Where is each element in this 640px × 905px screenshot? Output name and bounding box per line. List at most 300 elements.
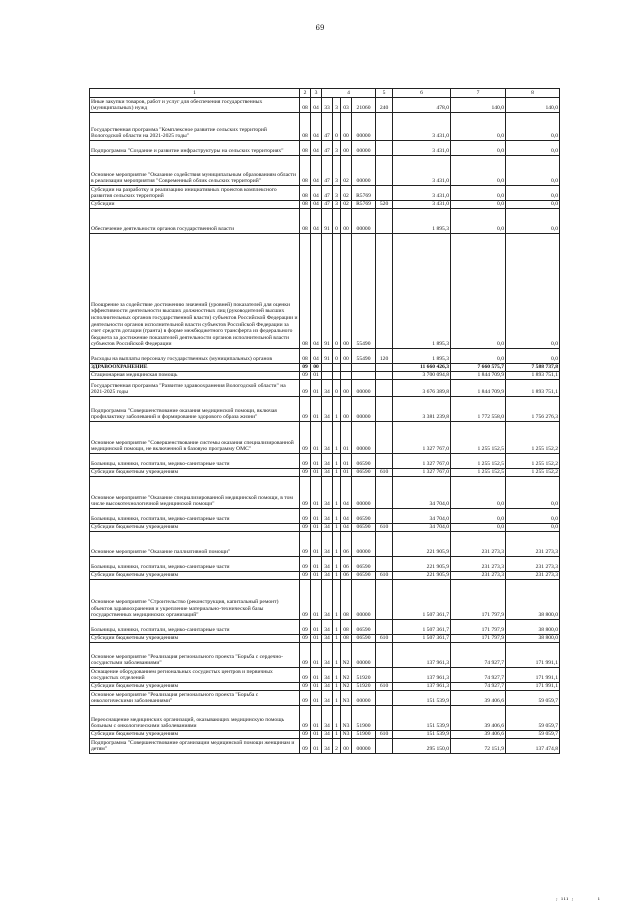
row-name: Основное мероприятие "Реализация регионального проекта "Борьба с онкологическими заболеваниями" (90, 691, 300, 706)
subsection-code: 01 (311, 557, 322, 572)
direction-code: 06590 (352, 635, 376, 643)
measure-code: 01 (341, 469, 352, 477)
program-code: 34 (322, 739, 333, 754)
section-code: 09 (300, 706, 311, 731)
expense-type-code (376, 380, 393, 397)
table-row (90, 349, 560, 364)
program-code: 33 (322, 98, 333, 113)
amount-year-2: 0,0 (451, 156, 506, 186)
subprogram-code: 1 (333, 691, 341, 706)
table-row (90, 141, 560, 156)
amount-year-1: 295 150,0 (393, 739, 451, 754)
subsection-code: 01 (311, 422, 322, 454)
section-code: 09 (300, 580, 311, 620)
amount-year-3: 0,0 (506, 186, 560, 201)
measure-code: 03 (341, 98, 352, 113)
amount-year-2: 171 797,9 (451, 580, 506, 620)
row-name: Субсидии (90, 201, 300, 209)
amount-year-3: 0,0 (506, 141, 560, 156)
row-name: Оснащение оборудованием региональных сосудистых центров и первичных сосудистых отделений (90, 668, 300, 683)
subprogram-code: 1 (333, 643, 341, 668)
direction-code: 51900 (352, 706, 376, 731)
expense-type-code (376, 141, 393, 156)
measure-code: N3 (341, 691, 352, 706)
amount-year-3: 59 059,7 (506, 691, 560, 706)
amount-year-3: 0,0 (506, 209, 560, 234)
subsection-code: 01 (311, 509, 322, 524)
amount-year-2: 39 406,6 (451, 731, 506, 739)
program-code (322, 372, 333, 380)
subprogram-code: 3 (333, 201, 341, 209)
direction-code: 51920 (352, 683, 376, 691)
measure-code: 08 (341, 620, 352, 635)
expense-type-code (376, 643, 393, 668)
expense-type-code (376, 739, 393, 754)
measure-code: 02 (341, 201, 352, 209)
table-row (90, 572, 560, 580)
expense-type-code (376, 372, 393, 380)
program-code: 34 (322, 380, 333, 397)
subprogram-code: 1 (333, 580, 341, 620)
amount-year-3: 171 991,1 (506, 643, 560, 668)
direction-code: 00000 (352, 580, 376, 620)
subsection-code: 04 (311, 234, 322, 349)
subsection-code: 01 (311, 572, 322, 580)
section-code: 08 (300, 234, 311, 349)
subsection-code: 01 (311, 372, 322, 380)
measure-code: 00 (341, 234, 352, 349)
subsection-code: 01 (311, 532, 322, 557)
expense-type-code (376, 209, 393, 234)
section-code: 09 (300, 509, 311, 524)
table-row (90, 364, 560, 372)
amount-year-2: 0,0 (451, 349, 506, 364)
table-row (90, 209, 560, 234)
amount-year-1: 1 327 767,0 (393, 469, 451, 477)
measure-code: 04 (341, 477, 352, 509)
program-code: 34 (322, 620, 333, 635)
amount-year-2: 0,0 (451, 113, 506, 141)
section-code: 08 (300, 98, 311, 113)
row-name: Основное мероприятие "Реализация регионального проекта "Борьба с сердечно-сосудистыми заболеваниями" (90, 643, 300, 668)
section-code: 09 (300, 397, 311, 422)
amount-year-1: 34 704,0 (393, 509, 451, 524)
section-code: 09 (300, 557, 311, 572)
direction-code: 00000 (352, 113, 376, 141)
subprogram-code: 1 (333, 635, 341, 643)
direction-code: 00000 (352, 156, 376, 186)
expense-type-code (376, 706, 393, 731)
expense-type-code: 610 (376, 635, 393, 643)
program-code: 47 (322, 186, 333, 201)
expense-type-code (376, 477, 393, 509)
direction-code: 55490 (352, 234, 376, 349)
subsection-code: 01 (311, 454, 322, 469)
row-name: Больницы, клиники, госпитали, медико-санитарные части (90, 620, 300, 635)
section-code: 09 (300, 739, 311, 754)
row-name: Субсидии бюджетным учреждениям (90, 635, 300, 643)
amount-year-2: 0,0 (451, 234, 506, 349)
amount-year-3: 38 800,0 (506, 580, 560, 620)
amount-year-3: 1 255 152,2 (506, 422, 560, 454)
row-name: Обеспечение деятельности органов государственной власти (90, 209, 300, 234)
amount-year-1: 478,0 (393, 98, 451, 113)
subsection-code: 01 (311, 477, 322, 509)
measure-code: 00 (341, 209, 352, 234)
expense-type-code (376, 691, 393, 706)
table-row (90, 691, 560, 706)
direction-code: R5769 (352, 201, 376, 209)
expense-type-code: 610 (376, 524, 393, 532)
row-name: Переоснащение медицинских организаций, оказывающих медицинскую помощь больным с онкологическими заболеваниями (90, 706, 300, 731)
subprogram-code: 0 (333, 234, 341, 349)
subprogram-code: 1 (333, 706, 341, 731)
header-cell: 1 (90, 89, 300, 98)
amount-year-1: 3 676 389,8 (393, 380, 451, 397)
expense-type-code: 610 (376, 683, 393, 691)
program-code: 47 (322, 156, 333, 186)
subsection-code: 01 (311, 643, 322, 668)
amount-year-3: 38 800,0 (506, 620, 560, 635)
program-code: 34 (322, 572, 333, 580)
program-code: 34 (322, 691, 333, 706)
expense-type-code (376, 509, 393, 524)
table-row (90, 557, 560, 572)
table-row (90, 186, 560, 201)
program-code: 34 (322, 635, 333, 643)
measure-code (341, 372, 352, 380)
amount-year-1: 137 961,3 (393, 643, 451, 668)
measure-code: N2 (341, 643, 352, 668)
measure-code: 04 (341, 524, 352, 532)
amount-year-3: 0,0 (506, 509, 560, 524)
amount-year-2: 1 255 152,5 (451, 454, 506, 469)
section-code: 09 (300, 731, 311, 739)
direction-code: 51900 (352, 731, 376, 739)
amount-year-2: 231 273,3 (451, 572, 506, 580)
table-row (90, 668, 560, 683)
expense-type-code (376, 620, 393, 635)
amount-year-1: 3 431,0 (393, 186, 451, 201)
header-cell: 5 (376, 89, 393, 98)
section-code: 09 (300, 635, 311, 643)
amount-year-2: 39 406,6 (451, 706, 506, 731)
amount-year-3: 140,0 (506, 98, 560, 113)
expense-type-code (376, 557, 393, 572)
subsection-code: 01 (311, 731, 322, 739)
subprogram-code: 1 (333, 422, 341, 454)
expense-type-code (376, 580, 393, 620)
amount-year-2: 231 273,3 (451, 532, 506, 557)
subsection-code: 01 (311, 580, 322, 620)
direction-code: 00000 (352, 397, 376, 422)
table-row (90, 156, 560, 186)
program-code: 47 (322, 113, 333, 141)
amount-year-2: 0,0 (451, 201, 506, 209)
direction-code: 06590 (352, 469, 376, 477)
amount-year-2: 0,0 (451, 524, 506, 532)
program-code: 91 (322, 234, 333, 349)
amount-year-3: 0,0 (506, 156, 560, 186)
amount-year-2: 1 255 152,5 (451, 422, 506, 454)
direction-code: 06590 (352, 524, 376, 532)
direction-code (352, 372, 376, 380)
measure-code: 00 (341, 141, 352, 156)
subprogram-code: 0 (333, 113, 341, 141)
subprogram-code: 1 (333, 509, 341, 524)
amount-year-1: 221 905,9 (393, 572, 451, 580)
section-code: 09 (300, 454, 311, 469)
table-body (90, 98, 560, 754)
measure-code: N3 (341, 731, 352, 739)
subprogram-code (333, 364, 341, 372)
measure-code: 02 (341, 186, 352, 201)
program-code: 47 (322, 201, 333, 209)
row-name: Основное мероприятие "Оказание содействия муниципальным образованиям области в реализации мероприятия "Современный облик сельских территорий" (90, 156, 300, 186)
subsection-code: 00 (311, 364, 322, 372)
subsection-code: 01 (311, 380, 322, 397)
direction-code: 06590 (352, 572, 376, 580)
row-name: Основное мероприятие "Строительство (реконструкция, капитальный ремонт) объектов здравоохранения и укрепление материально-технической базы государственных медицинских организаций" (90, 580, 300, 620)
program-code: 91 (322, 209, 333, 234)
subprogram-code: 1 (333, 683, 341, 691)
program-code: 34 (322, 731, 333, 739)
amount-year-1: 1 895,3 (393, 209, 451, 234)
amount-year-1: 34 704,0 (393, 477, 451, 509)
row-name: Иные закупки товаров, работ и услуг для обеспечения государственных (муниципальных) нужд (90, 98, 300, 113)
program-code: 91 (322, 349, 333, 364)
amount-year-2: 140,0 (451, 98, 506, 113)
amount-year-1: 34 704,0 (393, 524, 451, 532)
amount-year-1: 1 327 767,0 (393, 422, 451, 454)
section-code: 08 (300, 201, 311, 209)
amount-year-2: 1 844 709,9 (451, 372, 506, 380)
direction-code: 00000 (352, 209, 376, 234)
section-code: 09 (300, 477, 311, 509)
amount-year-3: 171 991,1 (506, 683, 560, 691)
subsection-code: 04 (311, 98, 322, 113)
subprogram-code: 1 (333, 557, 341, 572)
amount-year-3: 1 756 276,3 (506, 397, 560, 422)
program-code: 34 (322, 668, 333, 683)
subprogram-code (333, 372, 341, 380)
row-name: Субсидии бюджетным учреждениям (90, 731, 300, 739)
row-name: Подпрограмма "Совершенствование оказания медицинской помощи, включая профилактику заболеваний и формирование здорового образа жизни" (90, 397, 300, 422)
amount-year-3: 137 474,8 (506, 739, 560, 754)
subprogram-code: 1 (333, 477, 341, 509)
direction-code: 55490 (352, 349, 376, 364)
amount-year-1: 137 961,3 (393, 683, 451, 691)
measure-code: 08 (341, 635, 352, 643)
subsection-code: 01 (311, 635, 322, 643)
amount-year-3: 0,0 (506, 113, 560, 141)
table-row (90, 113, 560, 141)
measure-code: 01 (341, 454, 352, 469)
amount-year-2: 171 797,9 (451, 620, 506, 635)
subprogram-code: 3 (333, 186, 341, 201)
expense-type-code (376, 364, 393, 372)
amount-year-2: 0,0 (451, 509, 506, 524)
subprogram-code: 1 (333, 572, 341, 580)
table-row (90, 380, 560, 397)
amount-year-1: 1 895,3 (393, 234, 451, 349)
measure-code: 00 (341, 349, 352, 364)
amount-year-3: 171 991,1 (506, 668, 560, 683)
section-code: 09 (300, 524, 311, 532)
amount-year-3: 1 255 152,2 (506, 469, 560, 477)
direction-code: 00000 (352, 643, 376, 668)
table-header (90, 89, 560, 98)
expense-type-code (376, 234, 393, 349)
section-code: 08 (300, 141, 311, 156)
subsection-code: 01 (311, 683, 322, 691)
measure-code (341, 364, 352, 372)
table-row (90, 635, 560, 643)
amount-year-3: 231 273,3 (506, 557, 560, 572)
subprogram-code: 0 (333, 380, 341, 397)
measure-code: 06 (341, 572, 352, 580)
amount-year-3: 1 893 751,1 (506, 380, 560, 397)
subsection-code: 01 (311, 691, 322, 706)
table-row (90, 469, 560, 477)
subsection-code: 01 (311, 469, 322, 477)
direction-code: 00000 (352, 739, 376, 754)
measure-code: 00 (341, 739, 352, 754)
subsection-code: 04 (311, 209, 322, 234)
direction-code (352, 364, 376, 372)
table-row (90, 731, 560, 739)
amount-year-1: 151 539,9 (393, 731, 451, 739)
program-code: 34 (322, 643, 333, 668)
table-row (90, 683, 560, 691)
footer-mark: ; ııı ; (556, 896, 575, 902)
amount-year-2: 7 660 575,7 (451, 364, 506, 372)
subsection-code: 01 (311, 668, 322, 683)
amount-year-1: 3 431,0 (393, 141, 451, 156)
amount-year-3: 59 059,7 (506, 731, 560, 739)
direction-code: 06590 (352, 557, 376, 572)
budget-table (89, 88, 560, 754)
row-name: Больницы, клиники, госпитали, медико-санитарные части (90, 557, 300, 572)
amount-year-3: 59 059,7 (506, 706, 560, 731)
amount-year-2: 74 927,7 (451, 668, 506, 683)
row-name: Государственная программа "Комплексное развитие сельских территорий Вологодской области на 2021-2025 годы" (90, 113, 300, 141)
direction-code: 06590 (352, 620, 376, 635)
section-code: 09 (300, 380, 311, 397)
table-row (90, 201, 560, 209)
direction-code: 00000 (352, 691, 376, 706)
subprogram-code: 3 (333, 156, 341, 186)
amount-year-2: 72 151,9 (451, 739, 506, 754)
row-name: Субсидии бюджетным учреждениям (90, 469, 300, 477)
row-name: Государственная программа "Развитие здравоохранения Вологодской области" на 2021-2025 годы (90, 380, 300, 397)
section-code: 09 (300, 683, 311, 691)
header-cell: 4 (322, 89, 376, 98)
expense-type-code (376, 454, 393, 469)
table-row (90, 620, 560, 635)
program-code: 34 (322, 524, 333, 532)
expense-type-code: 610 (376, 731, 393, 739)
amount-year-3: 0,0 (506, 234, 560, 349)
amount-year-2: 0,0 (451, 186, 506, 201)
table-row (90, 643, 560, 668)
amount-year-3: 231 273,3 (506, 532, 560, 557)
subsection-code: 04 (311, 156, 322, 186)
measure-code: 00 (341, 113, 352, 141)
expense-type-code: 610 (376, 572, 393, 580)
subprogram-code: 1 (333, 620, 341, 635)
program-code: 34 (322, 397, 333, 422)
direction-code: 06590 (352, 509, 376, 524)
row-name: Расходы на выплаты персоналу государственных (муниципальных) органов (90, 349, 300, 364)
expense-type-code: 240 (376, 98, 393, 113)
amount-year-1: 221 905,9 (393, 532, 451, 557)
section-code: 09 (300, 572, 311, 580)
amount-year-1: 137 961,3 (393, 668, 451, 683)
amount-year-1: 1 895,3 (393, 349, 451, 364)
subprogram-code: 2 (333, 739, 341, 754)
subprogram-code: 1 (333, 454, 341, 469)
row-name: Субсидии на разработку и реализацию инициативных проектов комплексного развития сельских территорий (90, 186, 300, 201)
row-name: Субсидии бюджетным учреждениям (90, 572, 300, 580)
table-row (90, 524, 560, 532)
subsection-code: 04 (311, 201, 322, 209)
amount-year-3: 1 255 152,2 (506, 454, 560, 469)
subprogram-code: 0 (333, 209, 341, 234)
section-code: 08 (300, 349, 311, 364)
page-number: 69 (315, 24, 325, 32)
measure-code: 06 (341, 557, 352, 572)
amount-year-1: 3 431,0 (393, 156, 451, 186)
measure-code: N3 (341, 706, 352, 731)
section-code: 09 (300, 668, 311, 683)
table-row (90, 422, 560, 454)
amount-year-2: 74 927,7 (451, 643, 506, 668)
section-code: 09 (300, 643, 311, 668)
amount-year-3: 1 893 751,1 (506, 372, 560, 380)
table-row (90, 580, 560, 620)
row-name: Подпрограмма "Создание и развитие инфраструктуры на сельских территориях" (90, 141, 300, 156)
header-cell: 2 (300, 89, 311, 98)
amount-year-2: 231 273,3 (451, 557, 506, 572)
subprogram-code: 1 (333, 469, 341, 477)
program-code: 34 (322, 580, 333, 620)
table-row (90, 509, 560, 524)
section-code: 09 (300, 532, 311, 557)
subsection-code: 01 (311, 739, 322, 754)
section-code: 08 (300, 209, 311, 234)
measure-code: 01 (341, 422, 352, 454)
section-code: 08 (300, 156, 311, 186)
subsection-code: 04 (311, 113, 322, 141)
expense-type-code (376, 422, 393, 454)
amount-year-2: 0,0 (451, 209, 506, 234)
subprogram-code: 1 (333, 397, 341, 422)
subsection-code: 01 (311, 706, 322, 731)
header-cell: 7 (451, 89, 506, 98)
section-code: 09 (300, 469, 311, 477)
amount-year-1: 1 327 767,0 (393, 454, 451, 469)
amount-year-1: 221 905,9 (393, 557, 451, 572)
program-code: 34 (322, 469, 333, 477)
table-row (90, 706, 560, 731)
amount-year-2: 1 772 558,0 (451, 397, 506, 422)
expense-type-code (376, 668, 393, 683)
amount-year-1: 1 507 361,7 (393, 620, 451, 635)
row-name: Больницы, клиники, госпитали, медико-санитарные части (90, 454, 300, 469)
program-code: 34 (322, 454, 333, 469)
footer-mark-right: ı (598, 896, 600, 902)
